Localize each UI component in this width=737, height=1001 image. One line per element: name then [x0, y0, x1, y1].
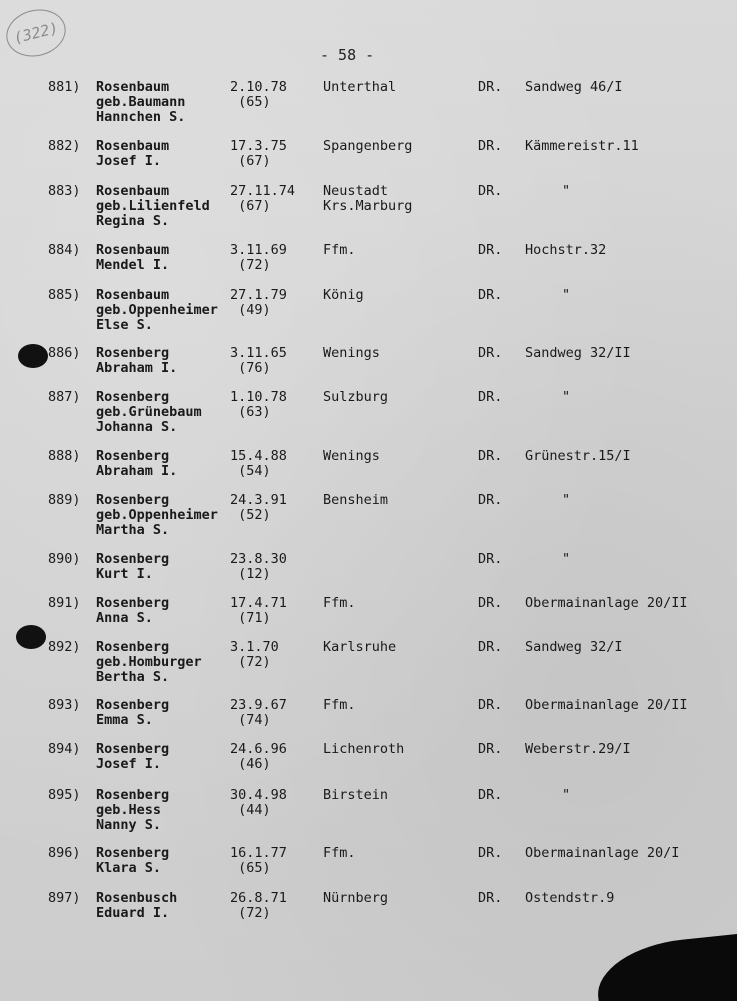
archive-stamp: (322) [1, 3, 70, 62]
entry-birthdate: 17.4.71 (71) [230, 595, 287, 626]
entry-nationality: DR. [478, 890, 503, 906]
entry-number: 883) [48, 183, 81, 199]
entry-nationality: DR. [478, 345, 503, 361]
entry-nationality: DR. [478, 79, 503, 95]
entry-name: Rosenberg Josef I. [96, 741, 170, 772]
entry-number: 888) [48, 448, 81, 464]
entry-nationality: DR. [478, 242, 503, 258]
entry-birthdate: 3.11.65 (76) [230, 345, 287, 376]
entry-birthplace: Wenings [323, 345, 380, 361]
entry-number: 881) [48, 79, 81, 95]
entry-nationality: DR. [478, 595, 503, 611]
punch-hole [16, 625, 46, 649]
punch-hole [18, 344, 48, 368]
entry-number: 892) [48, 639, 81, 655]
entry-nationality: DR. [478, 138, 503, 154]
entry-birthdate: 23.9.67 (74) [230, 697, 287, 728]
entry-name: Rosenberg Anna S. [96, 595, 170, 626]
entry-birthdate: 27.11.74 (67) [230, 183, 296, 214]
entry-birthdate: 15.4.88 (54) [230, 448, 287, 479]
entry-birthplace: Ffm. [323, 242, 356, 258]
entry-number: 889) [48, 492, 81, 508]
entry-number: 891) [48, 595, 81, 611]
entry-nationality: DR. [478, 287, 503, 303]
entry-address: " [562, 492, 571, 508]
entry-name: Rosenberg geb.Homburger Bertha S. [96, 639, 202, 685]
entry-birthplace: Spangenberg [323, 138, 413, 154]
corner-shadow [593, 933, 737, 1001]
entry-birthplace: Birstein [323, 787, 389, 803]
entry-birthplace: Unterthal [323, 79, 397, 95]
entry-name: Rosenberg geb.Hess Nanny S. [96, 787, 170, 833]
entry-birthdate: 26.8.71 (72) [230, 890, 287, 921]
entry-nationality: DR. [478, 741, 503, 757]
entry-nationality: DR. [478, 492, 503, 508]
entry-name: Rosenberg Abraham I. [96, 448, 178, 479]
entry-birthplace: Karlsruhe [323, 639, 397, 655]
entry-address: " [562, 183, 571, 199]
entry-name: Rosenbaum geb.Baumann Hannchen S. [96, 79, 186, 125]
entry-name: Rosenberg geb.Oppenheimer Martha S. [96, 492, 218, 538]
entry-birthplace: Nürnberg [323, 890, 389, 906]
entry-number: 890) [48, 551, 81, 567]
entry-number: 897) [48, 890, 81, 906]
entry-name: Rosenbaum Mendel I. [96, 242, 170, 273]
entry-birthdate: 2.10.78 (65) [230, 79, 287, 110]
entry-name: Rosenberg Kurt I. [96, 551, 170, 582]
entry-name: Rosenbusch Eduard I. [96, 890, 178, 921]
entry-address: Obermainanlage 20/II [525, 697, 688, 713]
entry-number: 893) [48, 697, 81, 713]
entry-address: Sandweg 32/II [525, 345, 631, 361]
entry-number: 894) [48, 741, 81, 757]
entry-address: Grünestr.15/I [525, 448, 631, 464]
entry-address: " [562, 389, 571, 405]
entry-birthplace: Wenings [323, 448, 380, 464]
entry-name: Rosenbaum geb.Oppenheimer Else S. [96, 287, 218, 333]
entry-nationality: DR. [478, 639, 503, 655]
entry-address: Ostendstr.9 [525, 890, 615, 906]
entry-nationality: DR. [478, 389, 503, 405]
entry-birthplace: Lichenroth [323, 741, 405, 757]
entry-birthdate: 17.3.75 (67) [230, 138, 287, 169]
entry-birthdate: 3.11.69 (72) [230, 242, 287, 273]
entry-address: Hochstr.32 [525, 242, 607, 258]
entry-birthplace: König [323, 287, 364, 303]
entry-name: Rosenberg Klara S. [96, 845, 170, 876]
entry-birthdate: 27.1.79 (49) [230, 287, 287, 318]
entry-address: Obermainanlage 20/I [525, 845, 680, 861]
entry-address: Kämmereistr.11 [525, 138, 639, 154]
entry-nationality: DR. [478, 183, 503, 199]
entry-address: " [562, 551, 571, 567]
entry-number: 886) [48, 345, 81, 361]
entry-birthdate: 23.8.30 (12) [230, 551, 287, 582]
entry-birthplace: Bensheim [323, 492, 389, 508]
entry-name: Rosenberg Abraham I. [96, 345, 178, 376]
entry-name: Rosenbaum Josef I. [96, 138, 170, 169]
entry-birthdate: 3.1.70 (72) [230, 639, 279, 670]
entry-birthplace: Ffm. [323, 697, 356, 713]
entry-name: Rosenberg geb.Grünebaum Johanna S. [96, 389, 202, 435]
entry-birthdate: 16.1.77 (65) [230, 845, 287, 876]
entry-birthplace: Ffm. [323, 595, 356, 611]
entry-number: 887) [48, 389, 81, 405]
entry-birthplace: Sulzburg [323, 389, 389, 405]
entry-birthplace: Neustadt Krs.Marburg [323, 183, 413, 214]
entry-number: 895) [48, 787, 81, 803]
entry-nationality: DR. [478, 551, 503, 567]
entry-address: Sandweg 32/I [525, 639, 623, 655]
entry-name: Rosenbaum geb.Lilienfeld Regina S. [96, 183, 210, 229]
entry-nationality: DR. [478, 845, 503, 861]
page-number: - 58 - [320, 46, 375, 64]
entry-birthdate: 24.6.96 (46) [230, 741, 287, 772]
entry-address: Obermainanlage 20/II [525, 595, 688, 611]
entry-birthdate: 24.3.91 (52) [230, 492, 287, 523]
entry-address: Sandweg 46/I [525, 79, 623, 95]
entry-number: 896) [48, 845, 81, 861]
entry-address: Weberstr.29/I [525, 741, 631, 757]
entry-nationality: DR. [478, 448, 503, 464]
entry-name: Rosenberg Emma S. [96, 697, 170, 728]
entry-nationality: DR. [478, 787, 503, 803]
entry-number: 885) [48, 287, 81, 303]
entry-number: 884) [48, 242, 81, 258]
entry-address: " [562, 287, 571, 303]
entry-birthdate: 30.4.98 (44) [230, 787, 287, 818]
entry-number: 882) [48, 138, 81, 154]
entry-address: " [562, 787, 571, 803]
entry-birthplace: Ffm. [323, 845, 356, 861]
entry-birthdate: 1.10.78 (63) [230, 389, 287, 420]
entry-nationality: DR. [478, 697, 503, 713]
